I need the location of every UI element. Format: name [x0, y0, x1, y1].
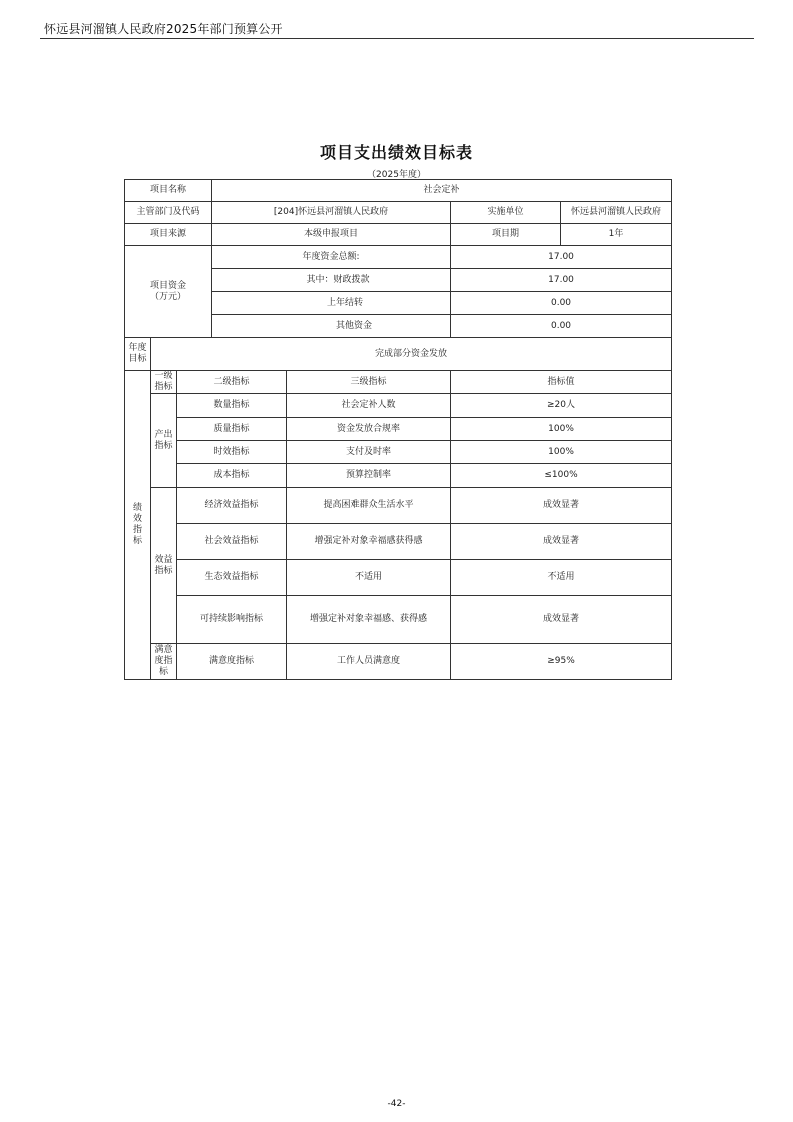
table-row — [125, 488, 672, 524]
output-level3: 支付及时率 — [287, 441, 451, 464]
annual-goal-label: 年度目标 — [125, 338, 151, 371]
project-funds-label-line1: 项目资金 — [149, 280, 186, 291]
table-row — [125, 394, 672, 418]
fiscal-allocation-label: 其中：财政拨款 — [212, 269, 451, 292]
benefit-level2: 可持续影响指标 — [177, 596, 287, 644]
benefit-value: 不适用 — [451, 560, 672, 596]
benefit-indicators-label: 效益指标 — [151, 488, 177, 644]
benefit-level2: 经济效益指标 — [177, 488, 287, 524]
output-value: ≤100% — [451, 464, 672, 488]
satisfaction-indicators-label: 满意度指标 — [151, 644, 177, 680]
header-divider — [40, 38, 754, 39]
carryover-label: 上年结转 — [212, 292, 451, 315]
benefit-level3: 提高困难群众生活水平 — [287, 488, 451, 524]
output-level2: 质量指标 — [177, 418, 287, 441]
output-value: ≥20人 — [451, 394, 672, 418]
implementing-unit-label: 实施单位 — [451, 202, 561, 224]
carryover-value: 0.00 — [451, 292, 672, 315]
row-source — [125, 224, 672, 246]
header-title: 怀远县河溜镇人民政府2025年部门预算公开 — [44, 22, 283, 36]
output-value: 100% — [451, 441, 672, 464]
output-value: 100% — [451, 418, 672, 441]
table-row — [125, 418, 672, 441]
table-row — [125, 524, 672, 560]
project-funds-label-line2: （万元） — [149, 291, 186, 302]
project-period-label: 项目期 — [451, 224, 561, 246]
output-indicators-label: 产出指标 — [151, 394, 177, 488]
other-funds-value: 0.00 — [451, 315, 672, 338]
implementing-unit-value: 怀远县河溜镇人民政府 — [561, 202, 672, 224]
indicator-value-header: 指标值 — [451, 371, 672, 394]
benefit-level2: 社会效益指标 — [177, 524, 287, 560]
project-funds-label — [125, 246, 212, 338]
annual-total-value: 17.00 — [451, 246, 672, 269]
project-period-value: 1年 — [561, 224, 672, 246]
document-subtitle: （2025年度） — [367, 170, 426, 180]
level3-header: 三级指标 — [287, 371, 451, 394]
annual-goal-value: 完成部分资金发放 — [151, 338, 672, 371]
output-level2: 数量指标 — [177, 394, 287, 418]
benefit-level3: 不适用 — [287, 560, 451, 596]
project-name-label: 项目名称 — [125, 180, 212, 202]
level1-header: 一级指标 — [151, 371, 177, 394]
output-level2: 成本指标 — [177, 464, 287, 488]
output-level3: 预算控制率 — [287, 464, 451, 488]
benefit-value: 成效显著 — [451, 596, 672, 644]
document-title: 项目支出绩效目标表 — [319, 143, 473, 162]
output-level3: 社会定补人数 — [287, 394, 451, 418]
benefit-value: 成效显著 — [451, 488, 672, 524]
benefit-value: 成效显著 — [451, 524, 672, 560]
satisfaction-level2: 满意度指标 — [177, 644, 287, 680]
row-project-name — [125, 180, 672, 202]
table-row — [125, 596, 672, 644]
level2-header: 二级指标 — [177, 371, 287, 394]
page-number: -42- — [387, 1099, 406, 1109]
row-funds-total — [125, 246, 672, 269]
other-funds-label: 其他资金 — [212, 315, 451, 338]
performance-indicators-label: 绩效指标 — [125, 371, 151, 680]
annual-total-label: 年度资金总额: — [212, 246, 451, 269]
benefit-level2: 生态效益指标 — [177, 560, 287, 596]
project-source-value: 本级申报项目 — [212, 224, 451, 246]
table-row — [125, 644, 672, 680]
department-value: [204]怀远县河溜镇人民政府 — [212, 202, 451, 224]
row-department — [125, 202, 672, 224]
satisfaction-level3: 工作人员满意度 — [287, 644, 451, 680]
project-source-label: 项目来源 — [125, 224, 212, 246]
row-annual-goal — [125, 338, 672, 371]
output-level3: 资金发放合规率 — [287, 418, 451, 441]
row-indicator-header — [125, 371, 672, 394]
table-row — [125, 464, 672, 488]
project-name-value: 社会定补 — [212, 180, 672, 202]
benefit-level3: 增强定补对象幸福感、获得感 — [287, 596, 451, 644]
table-row — [125, 560, 672, 596]
fiscal-allocation-value: 17.00 — [451, 269, 672, 292]
output-level2: 时效指标 — [177, 441, 287, 464]
satisfaction-value: ≥95% — [451, 644, 672, 680]
performance-table — [124, 179, 672, 680]
benefit-level3: 增强定补对象幸福感获得感 — [287, 524, 451, 560]
department-label: 主管部门及代码 — [125, 202, 212, 224]
table-row — [125, 441, 672, 464]
